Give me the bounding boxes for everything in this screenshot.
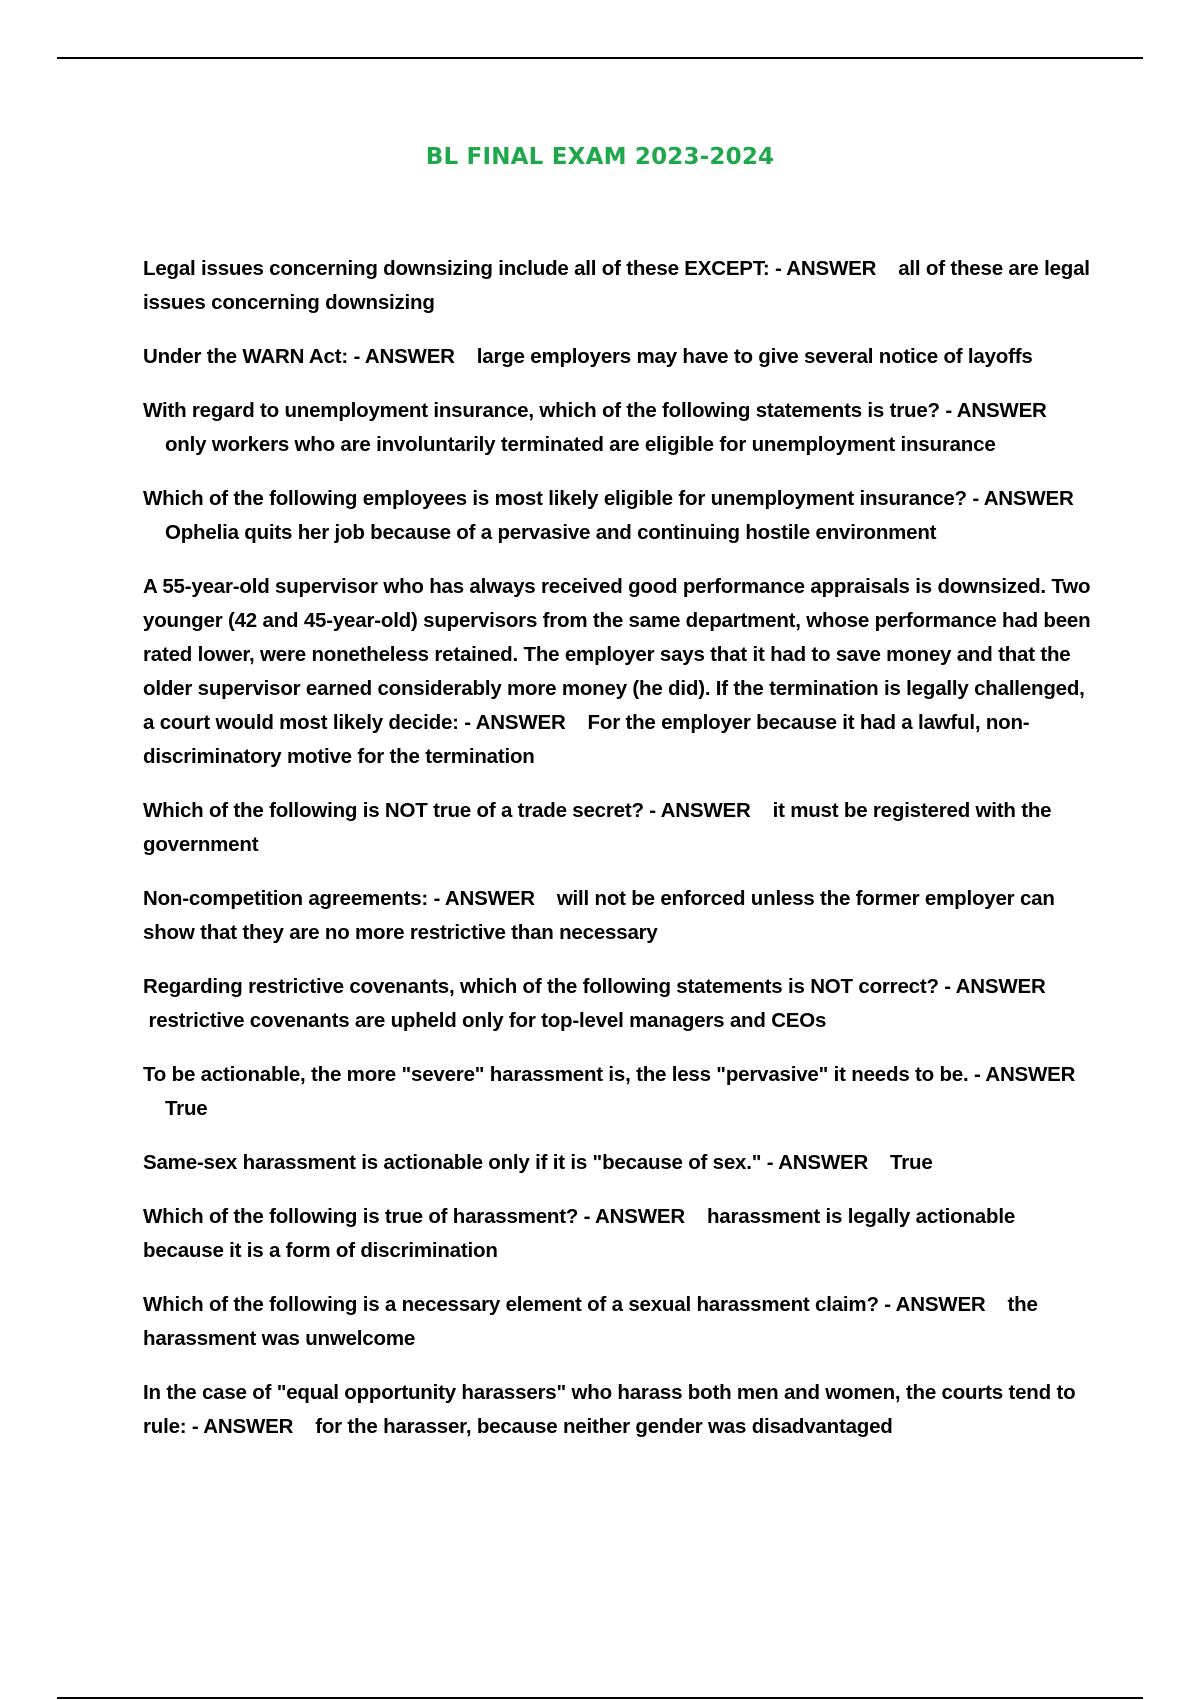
answer-text: Ophelia quits her job because of a pervasive and continuing hostile environment	[164, 521, 937, 544]
answer-text: only workers who are involuntarily terminated are eligible for unemployment insurance	[164, 433, 996, 456]
qa-item	[143, 1200, 1095, 1268]
answer-text: will not be enforced unless the former employer can show that they are no more restrictive than necessary	[143, 887, 1055, 944]
answer-marker: - ANSWER	[578, 1205, 685, 1228]
answer-text: for the harasser, because neither gender was disadvantaged	[315, 1415, 893, 1438]
answer-marker: - ANSWER	[878, 1293, 986, 1316]
answer-marker: - ANSWER	[761, 1151, 869, 1174]
question-text: Which of the following is a necessary element of a sexual harassment claim?	[143, 1293, 879, 1316]
answer-text: harassment is legally actionable because it is a form of discrimination	[143, 1205, 1016, 1262]
question-text: With regard to unemployment insurance, which of the following statements is true?	[143, 399, 940, 422]
answer-text: True	[164, 1097, 208, 1120]
answer-text: the harassment was unwelcome	[143, 1293, 1038, 1350]
answer-marker: - ANSWER	[938, 975, 1046, 998]
question-text: To be actionable, the more "severe" harassment is, the less "pervasive" it needs to be.	[143, 1063, 969, 1086]
answer-text: For the employer because it had a lawful, non-discriminatory motive for the termination	[143, 711, 1030, 768]
answer-marker: - ANSWER	[348, 345, 455, 368]
qa-item	[143, 882, 1095, 950]
qa-item	[143, 340, 1095, 374]
question-text: Legal issues concerning downsizing include all of these EXCEPT:	[143, 257, 770, 280]
question-text: In the case of "equal opportunity harassers" who harass both men and women, the courts tend to rule:	[143, 1381, 1076, 1438]
qa-list	[143, 252, 1095, 1464]
bottom-divider	[57, 1697, 1143, 1699]
answer-text: it must be registered with the government	[143, 799, 1052, 856]
document-title: BL FINAL EXAM 2023-2024	[425, 144, 775, 170]
question-text: Regarding restrictive covenants, which of the following statements is NOT correct?	[143, 975, 939, 998]
qa-item	[143, 1288, 1095, 1356]
answer-marker: - ANSWER	[428, 887, 535, 910]
qa-item	[143, 252, 1095, 320]
answer-marker: - ANSWER	[186, 1415, 294, 1438]
question-text: Same-sex harassment is actionable only if it is "because of sex."	[143, 1151, 762, 1174]
answer-marker: - ANSWER	[939, 399, 1047, 422]
qa-item	[143, 482, 1095, 550]
question-text: Non-competition agreements:	[143, 887, 429, 910]
top-divider	[57, 57, 1143, 59]
answer-text: True	[890, 1151, 933, 1174]
question-text: Under the WARN Act:	[143, 345, 348, 368]
answer-marker: - ANSWER	[966, 487, 1074, 510]
question-text: Which of the following employees is most likely eligible for unemployment insurance?	[143, 487, 967, 510]
qa-item	[143, 1376, 1095, 1444]
question-text: A 55-year-old supervisor who has always received good performance appraisals is downsized. Two younger (42 and 45-year-old) supervisors from the same department, whose performance had been rated lower, were nonetheless retained. The employer says that it had to save money and that the older supervisor earned considerably more money (he did). If the termination is legally challenged, a court would most likely decide:	[143, 575, 1091, 734]
qa-item	[143, 970, 1095, 1038]
question-text: Which of the following is NOT true of a trade secret?	[143, 799, 644, 822]
qa-item	[143, 794, 1095, 862]
answer-text: all of these are legal issues concerning downsizing	[143, 257, 1090, 314]
answer-marker: - ANSWER	[769, 257, 877, 280]
qa-item	[143, 1146, 1095, 1180]
answer-text: large employers may have to give several notice of layoffs	[476, 345, 1033, 368]
qa-item	[143, 394, 1095, 462]
qa-item	[143, 1058, 1095, 1126]
answer-marker: - ANSWER	[458, 711, 566, 734]
question-text: Which of the following is true of harassment?	[143, 1205, 579, 1228]
answer-marker: - ANSWER	[643, 799, 751, 822]
qa-item	[143, 570, 1095, 774]
answer-text: restrictive covenants are upheld only for top-level managers and CEOs	[148, 1009, 827, 1032]
answer-marker: - ANSWER	[968, 1063, 1076, 1086]
